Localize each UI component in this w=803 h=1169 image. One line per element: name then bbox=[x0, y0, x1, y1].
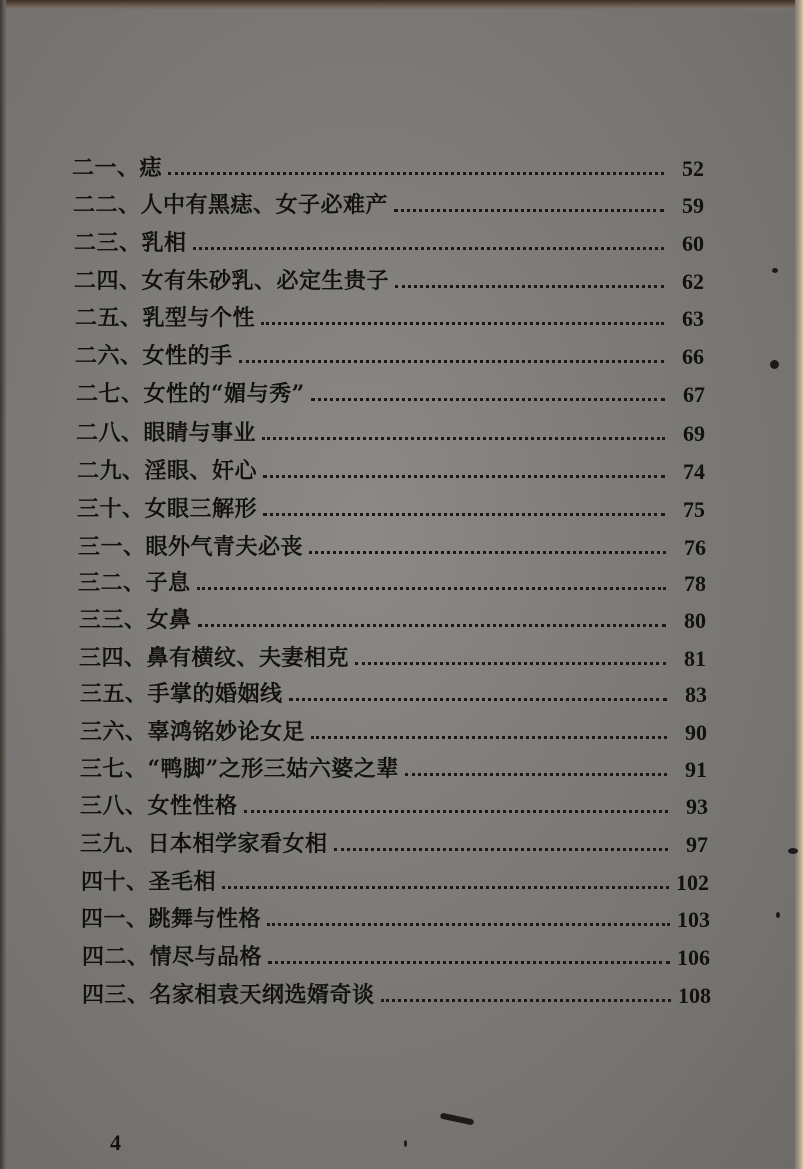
toc-entry[interactable] bbox=[81, 899, 710, 933]
dot-leader bbox=[261, 321, 664, 325]
toc-entry-page: 60 bbox=[682, 231, 704, 256]
toc-entry-page: 83 bbox=[685, 682, 707, 707]
toc-entry-page: 81 bbox=[684, 646, 706, 671]
dot-leader bbox=[262, 436, 665, 440]
toc-entry-title: 三九、日本相学家看女相 bbox=[80, 831, 328, 857]
toc-entry-page: 52 bbox=[682, 156, 704, 181]
toc-entry[interactable] bbox=[72, 148, 704, 182]
dot-leader bbox=[198, 623, 666, 627]
toc-entry-title: 四十、圣毛相 bbox=[81, 869, 217, 895]
toc-entry-title: 三三、女鼻 bbox=[79, 607, 192, 633]
toc-entry[interactable] bbox=[75, 336, 704, 370]
toc-entry[interactable] bbox=[76, 413, 705, 447]
toc-entry[interactable] bbox=[76, 374, 705, 408]
toc-entry[interactable] bbox=[74, 261, 704, 295]
dot-leader bbox=[222, 885, 669, 889]
dot-leader bbox=[239, 359, 664, 363]
toc-entry-title: 二一、痣 bbox=[72, 155, 163, 181]
dot-leader bbox=[197, 586, 666, 590]
dot-leader bbox=[381, 998, 671, 1002]
toc-entry-title: 二五、乳型与个性 bbox=[75, 305, 256, 331]
dot-leader bbox=[395, 284, 664, 288]
toc-entry-page: 74 bbox=[683, 459, 705, 484]
toc-entry-title: 二六、女性的手 bbox=[75, 343, 233, 369]
toc-entry[interactable] bbox=[82, 937, 710, 971]
toc-entry-page: 59 bbox=[682, 193, 704, 218]
toc-entry-page: 62 bbox=[682, 269, 704, 294]
toc-entry-page: 108 bbox=[678, 983, 711, 1008]
dot-leader bbox=[263, 474, 665, 478]
toc-entry-title: 三四、鼻有横纹、夫妻相克 bbox=[79, 645, 350, 671]
dot-leader bbox=[268, 960, 670, 964]
dot-leader bbox=[311, 735, 667, 739]
dot-leader bbox=[311, 397, 665, 401]
toc-entry-page: 75 bbox=[683, 497, 705, 522]
dot-leader bbox=[289, 697, 667, 701]
toc-entry[interactable] bbox=[80, 824, 708, 858]
toc-entry[interactable] bbox=[77, 489, 705, 523]
toc-entry[interactable] bbox=[80, 712, 707, 746]
toc-entry[interactable] bbox=[78, 563, 706, 597]
toc-entry-title: 二八、眼睛与事业 bbox=[76, 420, 257, 446]
toc-entry[interactable] bbox=[81, 862, 709, 896]
dot-leader bbox=[394, 208, 664, 212]
dot-leader bbox=[405, 772, 667, 776]
toc-entry[interactable] bbox=[82, 975, 711, 1009]
toc-entry-title: 三七、“鸭脚”之形三姑六婆之辈 bbox=[80, 756, 399, 782]
dot-leader bbox=[334, 847, 668, 851]
toc-entry-page: 66 bbox=[682, 344, 704, 369]
toc-entry-page: 69 bbox=[683, 421, 705, 446]
toc-entry-page: 63 bbox=[682, 306, 704, 331]
toc-entry[interactable] bbox=[79, 638, 706, 672]
toc-entry-title: 二二、人中有黑痣、女子必难产 bbox=[73, 192, 389, 218]
toc-entry-page: 106 bbox=[677, 945, 710, 970]
toc-entry-page: 67 bbox=[683, 382, 705, 407]
toc-entry-title: 三二、子息 bbox=[78, 570, 191, 596]
toc-entry[interactable] bbox=[80, 749, 707, 783]
toc-entry-title: 二九、淫眼、奸心 bbox=[77, 458, 258, 484]
toc-entry-title: 二四、女有朱砂乳、必定生贵子 bbox=[74, 268, 390, 294]
toc-entry-title: 二三、乳相 bbox=[74, 230, 187, 256]
toc-entry[interactable] bbox=[77, 451, 705, 485]
toc-entry[interactable] bbox=[78, 527, 706, 561]
dot-leader bbox=[355, 661, 666, 665]
toc-entry[interactable] bbox=[75, 298, 704, 332]
toc-entry-page: 78 bbox=[684, 571, 706, 596]
toc-entry-title: 三六、辜鸿铭妙论女足 bbox=[80, 719, 306, 745]
toc-entry-page: 97 bbox=[686, 832, 708, 857]
toc-entry-title: 四一、跳舞与性格 bbox=[81, 906, 262, 932]
toc-entry[interactable] bbox=[73, 185, 704, 219]
toc-entry-title: 四三、名家相袁天纲选婿奇谈 bbox=[82, 982, 375, 1008]
toc-entry-page: 91 bbox=[685, 757, 707, 782]
toc-entry-page: 76 bbox=[684, 535, 706, 560]
toc-entry-page: 90 bbox=[685, 720, 707, 745]
toc-entry-page: 102 bbox=[676, 870, 709, 895]
toc-entry-title: 三五、手掌的婚姻线 bbox=[80, 681, 283, 707]
dot-leader bbox=[244, 809, 668, 813]
toc-entry-page: 103 bbox=[677, 907, 710, 932]
toc-entry[interactable] bbox=[79, 600, 706, 634]
dot-leader bbox=[193, 246, 664, 250]
toc-entry-page: 93 bbox=[686, 794, 708, 819]
dot-leader bbox=[267, 922, 670, 926]
toc-entry-title: 三十、女眼三解形 bbox=[77, 496, 258, 522]
toc-entry[interactable] bbox=[80, 674, 707, 708]
toc-entry[interactable] bbox=[74, 223, 704, 257]
toc-entry-title: 三八、女性性格 bbox=[80, 793, 238, 819]
dot-leader bbox=[263, 512, 665, 516]
dot-leader bbox=[168, 171, 664, 175]
page-number: 4 bbox=[110, 1130, 121, 1155]
dot-leader bbox=[309, 550, 666, 554]
toc-entry[interactable] bbox=[80, 786, 708, 820]
toc-entry-title: 四二、情尽与品格 bbox=[82, 944, 263, 970]
toc-entry-title: 三一、眼外气青夫必丧 bbox=[78, 534, 304, 560]
toc-entry-page: 80 bbox=[684, 608, 706, 633]
toc-entry-title: 二七、女性的“媚与秀” bbox=[76, 381, 305, 407]
